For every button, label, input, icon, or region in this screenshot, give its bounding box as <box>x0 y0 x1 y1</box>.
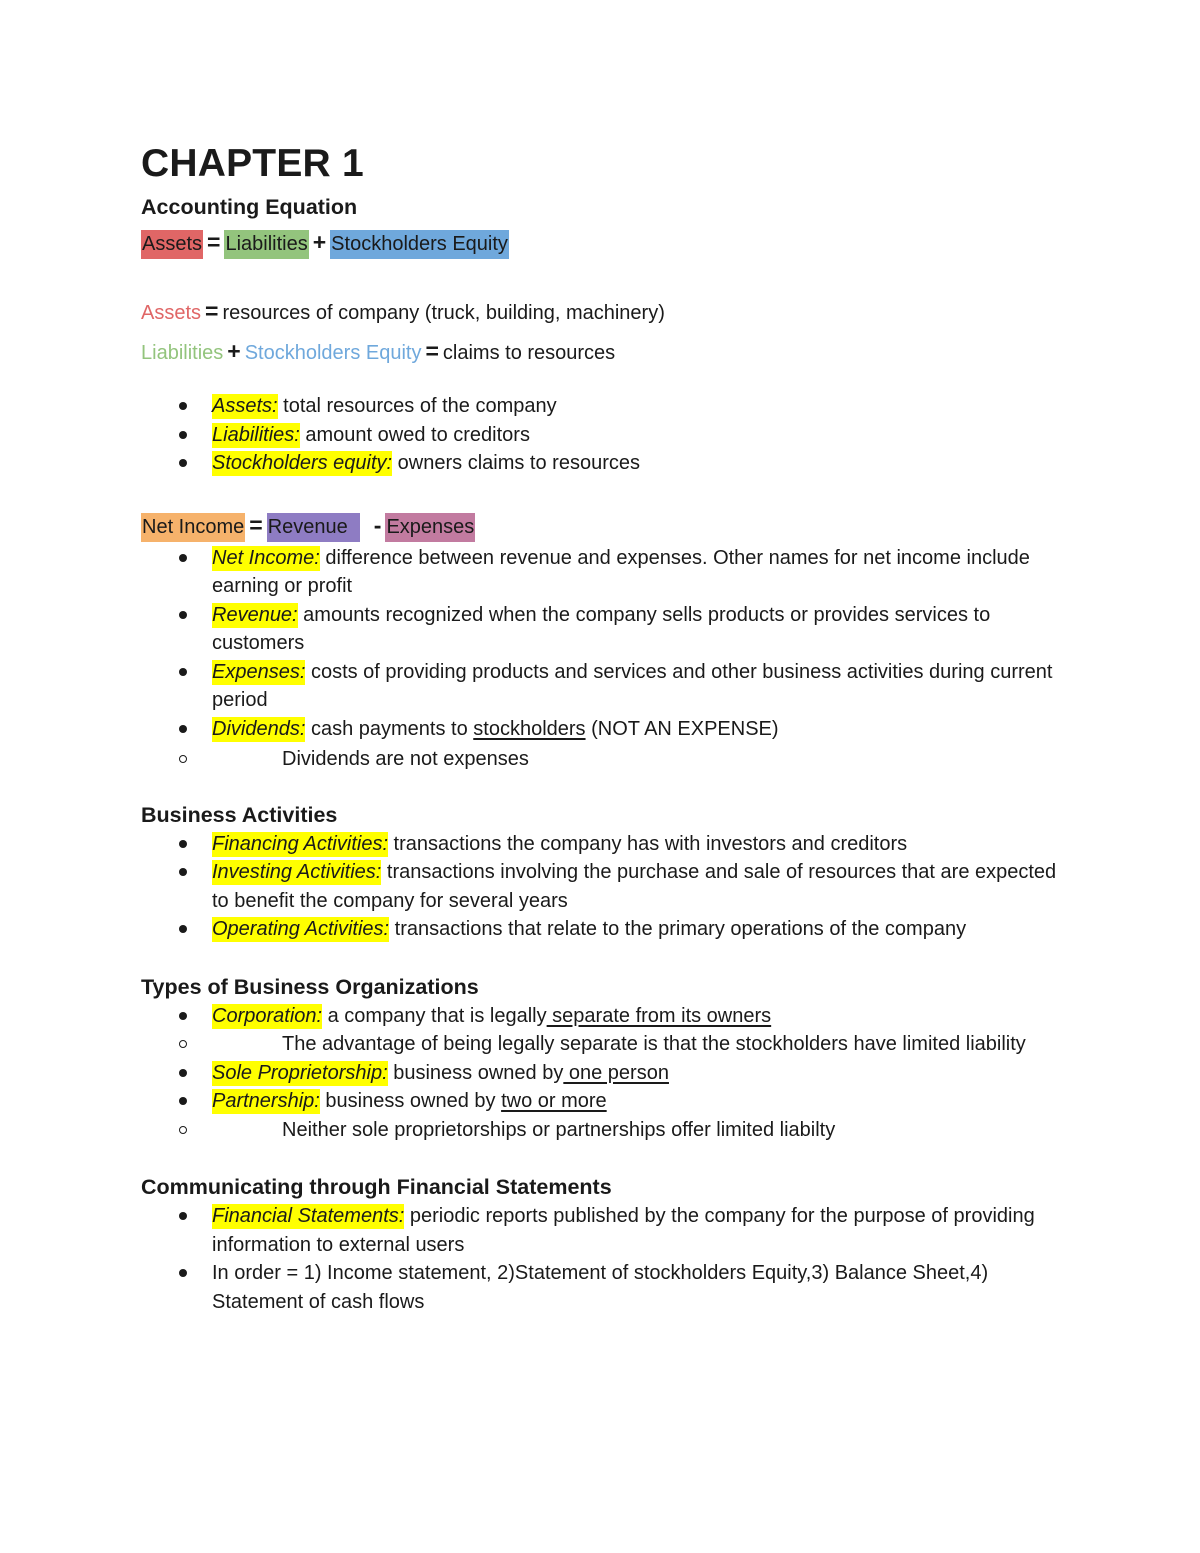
term-definition: business owned by <box>319 1090 502 1112</box>
underlined-text: separate from its owners <box>546 1004 772 1027</box>
term-definition: costs of providing products and services and other business activities during current period <box>212 660 1053 711</box>
list-item <box>141 601 1071 658</box>
term-highlight: Sole Proprietorship: <box>212 1061 388 1084</box>
business-activities-list <box>141 830 1071 944</box>
claims-definition-text: claims to resources <box>442 342 616 364</box>
term-highlight: Assets: <box>212 395 278 417</box>
minus-sign: - <box>373 511 382 538</box>
list-item <box>141 1002 1071 1059</box>
business-organizations-heading: Types of Business Organizations <box>141 974 479 999</box>
list-item <box>141 1202 1071 1259</box>
plus-sign: + <box>312 229 327 255</box>
assets-definition-line <box>141 292 1071 332</box>
term-definition: periodic reports published by the company for the purpose of providing information to external users <box>212 1205 1035 1256</box>
term-definition: transactions involving the purchase and sale of resources that are expected to benefit the company for several years <box>212 861 1057 912</box>
term-highlight: Corporation: <box>212 1004 323 1027</box>
term-highlight: Revenue: <box>212 603 298 626</box>
equals-sign: = <box>207 229 221 255</box>
list-item <box>141 658 1071 715</box>
document-page <box>141 138 1071 1316</box>
basic-terms-list <box>141 392 1071 478</box>
assets-term: Assets <box>141 302 202 324</box>
term-highlight: Financial Statements: <box>212 1205 405 1227</box>
claims-definition-line <box>141 332 1071 372</box>
chapter-title: CHAPTER 1 <box>141 142 364 185</box>
assets-highlight: Assets <box>141 230 203 259</box>
list-item <box>141 1059 1071 1088</box>
financial-statements-list <box>141 1202 1071 1316</box>
term-highlight: Partnership: <box>212 1090 320 1112</box>
equity-highlight: Stockholders Equity <box>330 230 509 259</box>
expenses-highlight: Expenses <box>385 513 475 542</box>
liabilities-highlight: Liabilities <box>224 230 308 259</box>
term-definition: cash payments to <box>305 717 474 740</box>
term-definition: total resources of the company <box>277 395 557 417</box>
term-definition-suffix: (NOT AN EXPENSE) <box>585 717 779 740</box>
equals-sign: = <box>425 338 439 364</box>
liabilities-term: Liabilities <box>141 342 224 364</box>
sub-list-item: Dividends are not expenses <box>141 745 1071 774</box>
list-item <box>141 544 1071 601</box>
term-highlight: Net Income: <box>212 546 320 569</box>
business-activities-heading: Business Activities <box>141 802 338 827</box>
term-definition: amount owed to creditors <box>299 423 530 446</box>
term-highlight: Investing Activities: <box>212 861 382 883</box>
list-item <box>141 830 1071 859</box>
list-item <box>141 858 1071 915</box>
sub-list-item: The advantage of being legally separate is that the stockholders have limited liability <box>141 1030 1071 1059</box>
income-terms-list <box>141 544 1071 774</box>
term-definition: difference between revenue and expenses. Other names for net income include earning or profit <box>212 546 1030 597</box>
list-item <box>141 1087 1071 1144</box>
net-income-equation <box>141 508 1071 544</box>
term-highlight: Operating Activities: <box>212 918 390 940</box>
sub-list <box>141 1030 1071 1059</box>
equals-sign: = <box>205 298 219 324</box>
list-item: In order = 1) Income statement, 2)Statement of stockholders Equity,3) Balance Sheet,4) Statement of cash flows <box>141 1259 1071 1316</box>
equals-sign: = <box>249 511 263 538</box>
revenue-highlight: Revenue <box>267 513 360 542</box>
underlined-text: stockholders <box>473 717 586 740</box>
term-definition: a company that is legally <box>322 1004 547 1027</box>
term-highlight: Stockholders equity: <box>212 452 393 474</box>
list-item <box>141 449 1071 478</box>
underlined-text: two or more <box>501 1090 607 1112</box>
list-item <box>141 392 1071 421</box>
term-highlight: Expenses: <box>212 660 306 683</box>
accounting-equation-heading: Accounting Equation <box>141 195 358 219</box>
plus-sign: + <box>227 338 241 364</box>
term-definition: amounts recognized when the company sells products or provides services to customers <box>212 603 991 654</box>
net-income-highlight: Net Income <box>141 513 245 542</box>
accounting-equation <box>141 224 1071 262</box>
sub-list <box>141 745 1071 774</box>
term-highlight: Financing Activities: <box>212 832 388 855</box>
underlined-text: one person <box>563 1061 669 1084</box>
term-definition: business owned by <box>387 1061 564 1084</box>
list-item <box>141 421 1071 450</box>
sub-list-item: Neither sole proprietorships or partnerships offer limited liabilty <box>141 1116 1071 1145</box>
list-item <box>141 915 1071 944</box>
financial-statements-heading: Communicating through Financial Statements <box>141 1175 612 1199</box>
assets-definition-text: resources of company (truck, building, machinery) <box>222 302 665 324</box>
term-highlight: Dividends: <box>212 717 306 740</box>
business-organizations-list <box>141 1002 1071 1145</box>
term-definition: owners claims to resources <box>392 452 640 474</box>
term-highlight: Liabilities: <box>212 423 300 446</box>
sub-list <box>141 1116 1071 1145</box>
term-definition: transactions that relate to the primary operations of the company <box>389 918 967 940</box>
list-item <box>141 715 1071 774</box>
term-definition: transactions the company has with investors and creditors <box>388 832 908 855</box>
equity-term: Stockholders Equity <box>244 342 422 364</box>
